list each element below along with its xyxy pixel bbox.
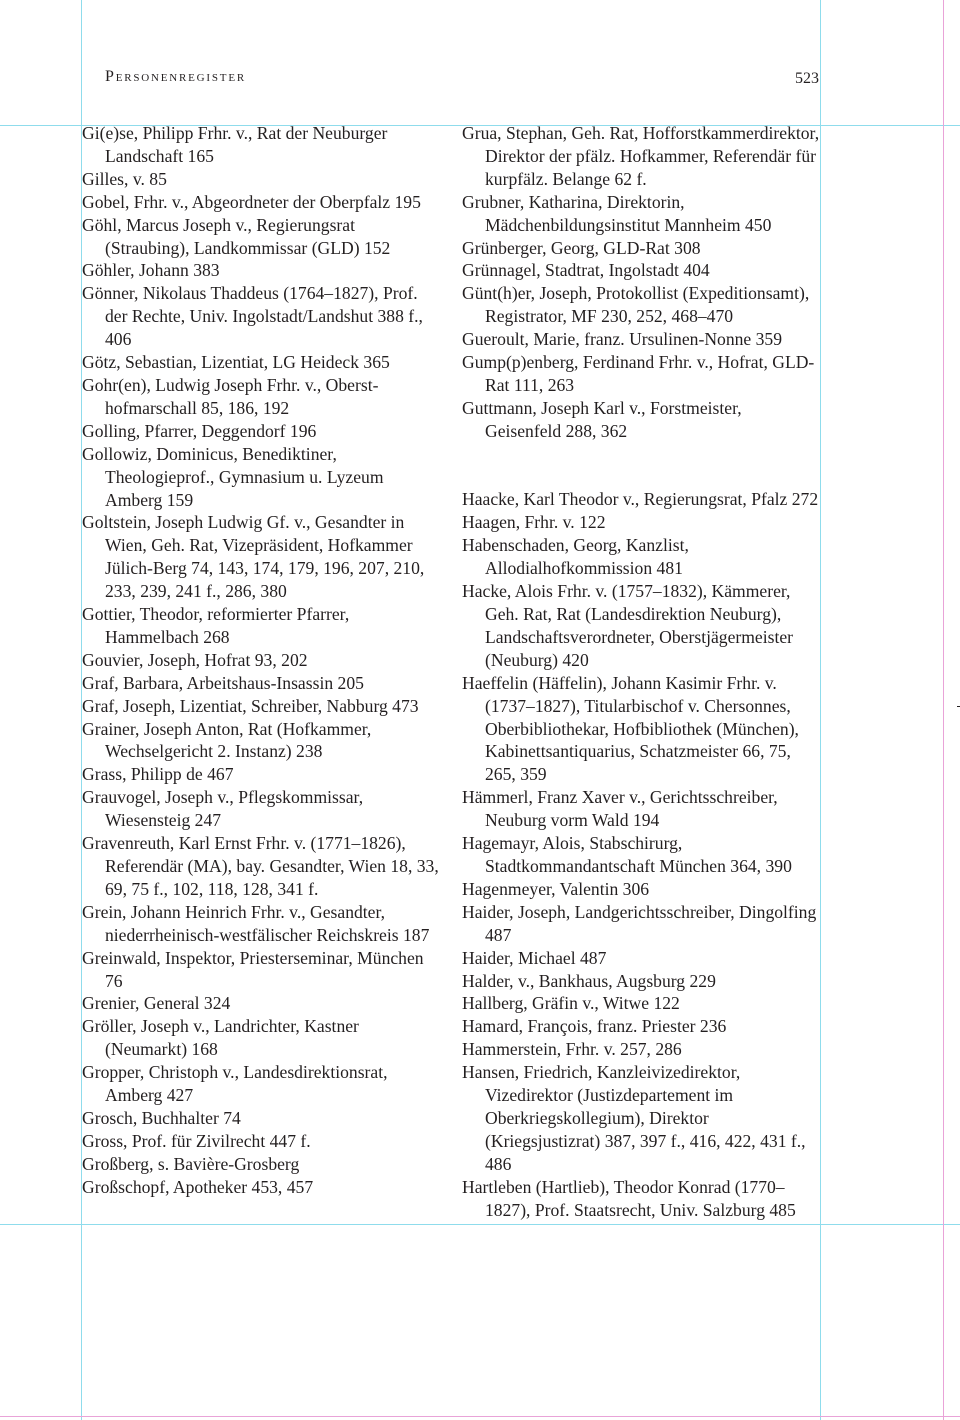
index-entry: Göhler, Johann 383 xyxy=(82,260,220,281)
index-column-right xyxy=(462,122,820,1221)
index-entry: Greinwald, Inspektor, Priesterseminar, München 76 xyxy=(82,947,424,991)
index-entry: Gollowiz, Dominicus, Benediktiner, Theologieprof., Gymnasium u. Lyzeum Amberg 159 xyxy=(82,443,384,510)
guide-line-bottom-margin xyxy=(0,1224,960,1225)
index-entry: Gross, Prof. für Zivilrecht 447 f. xyxy=(82,1130,311,1151)
index-entry: Göhl, Marcus Joseph v., Regierungsrat (Straubing), Landkommissar (GLD) 152 xyxy=(82,214,391,258)
trim-line-right xyxy=(943,0,944,1420)
index-entry: Gönner, Nikolaus Thaddeus (1764–1827), Prof. der Rechte, Univ. Ingolstadt/Landshut 388 f., 406 xyxy=(82,283,423,350)
index-entry: Großberg, s. Bavière-Grosberg xyxy=(82,1153,300,1174)
index-entry: Gröller, Joseph v., Landrichter, Kastner (Neumarkt) 168 xyxy=(82,1016,359,1060)
index-entry: Grubner, Katharina, Direktorin, Mädchenbildungsinstitut Mannheim 450 xyxy=(462,191,772,235)
index-entry: Hartleben (Hartlieb), Theodor Konrad (1770–1827), Prof. Staatsrecht, Univ. Salzburg 485 xyxy=(462,1176,796,1220)
index-entry: Haagen, Frhr. v. 122 xyxy=(462,512,606,533)
index-entry: Günt(h)er, Joseph, Protokollist (Expeditionsamt), Registrator, MF 230, 252, 468–470 xyxy=(462,283,810,327)
index-entry: Grosch, Buchhalter 74 xyxy=(82,1107,241,1128)
index-entry: Gobel, Frhr. v., Abgeordneter der Oberpfalz 195 xyxy=(82,191,421,212)
index-entry: Grua, Stephan, Geh. Rat, Hofforstkammerdirektor, Direktor der pfälz. Hofkammer, Referendär für kurpfälz. Belange 62 f. xyxy=(462,123,820,189)
index-entry: Gi(e)se, Philipp Frhr. v., Rat der Neuburger Landschaft 165 xyxy=(82,123,388,166)
index-entry: Grein, Johann Heinrich Frhr. v., Gesandter, niederrheinisch-westfälischer Reichskreis 187 xyxy=(82,901,430,945)
group-spacer xyxy=(462,443,820,466)
index-entry: Gohr(en), Ludwig Joseph Frhr. v., Obersthofmarschall 85, 186, 192 xyxy=(82,374,379,418)
index-entry: Haider, Michael 487 xyxy=(462,947,607,968)
index-column-left xyxy=(82,122,442,1199)
index-entry: Halder, v., Bankhaus, Augsburg 229 xyxy=(462,970,716,991)
group-spacer xyxy=(462,466,820,489)
guide-line-right-margin xyxy=(820,0,821,1420)
index-entry: Guttmann, Joseph Karl v., Forstmeister, Geisenfeld 288, 362 xyxy=(462,397,742,441)
index-entry: Haider, Joseph, Landgerichtsschreiber, Dingolfing 487 xyxy=(462,901,817,945)
index-entry: Hammerstein, Frhr. v. 257, 286 xyxy=(462,1039,682,1060)
index-entry: Hamard, François, franz. Priester 236 xyxy=(462,1016,727,1037)
index-entry: Grünberger, Georg, GLD-Rat 308 xyxy=(462,237,701,258)
index-entry: Gilles, v. 85 xyxy=(82,168,167,189)
index-entry: Habenschaden, Georg, Kanzlist, Allodialhofkommission 481 xyxy=(462,535,689,579)
index-entry: Gueroult, Marie, franz. Ursulinen-Nonne 359 xyxy=(462,329,783,350)
index-entry: Goltstein, Joseph Ludwig Gf. v., Gesandter in Wien, Geh. Rat, Vizepräsident, Hofkammer Jülich-Berg 74, 143, 174, 179, 196, 207, 210, 233, 239, 241 f., 286, 380 xyxy=(82,512,425,602)
index-group-g xyxy=(462,122,820,443)
index-entry: Hallberg, Gräfin v., Witwe 122 xyxy=(462,993,680,1014)
index-entry: Haacke, Karl Theodor v., Regierungsrat, Pfalz 272 xyxy=(462,489,819,510)
index-entry: Gouvier, Joseph, Hofrat 93, 202 xyxy=(82,649,308,670)
index-entry: Götz, Sebastian, Lizentiat, LG Heideck 365 xyxy=(82,352,390,373)
page-number: 523 xyxy=(795,70,819,87)
index-entry: Hansen, Friedrich, Kanzleivizedirektor, Vizedirektor (Justizdepartement im Oberkriegskollegium), Direktor (Kriegsjustizrat) 387, 397 f., 416, 422, 431 f., 486 xyxy=(462,1062,806,1174)
index-entry: Golling, Pfarrer, Deggendorf 196 xyxy=(82,420,317,441)
index-entry: Gottier, Theodor, reformierter Pfarrer, Hammelbach 268 xyxy=(82,604,350,647)
index-entry: Graf, Joseph, Lizentiat, Schreiber, Nabburg 473 xyxy=(82,695,419,716)
index-entry: Gravenreuth, Karl Ernst Frhr. v. (1771–1826), Referendär (MA), bay. Gesandter, Wien 18, 33, 69, 75 f., 102, 118, 128, 341 f. xyxy=(82,833,439,899)
index-entry: Grauvogel, Joseph v., Pflegskommissar, Wiesensteig 247 xyxy=(82,787,364,831)
index-entry: Gump(p)enberg, Ferdinand Frhr. v., Hofrat, GLD-Rat 111, 263 xyxy=(462,352,815,395)
index-group-h xyxy=(462,488,820,1221)
index-entry: Graf, Barbara, Arbeitshaus-Insassin 205 xyxy=(82,672,364,693)
index-entry: Hämmerl, Franz Xaver v., Gerichtsschreiber, Neuburg vorm Wald 194 xyxy=(462,787,778,831)
index-entry: Grenier, General 324 xyxy=(82,993,231,1014)
index-entry: Grass, Philipp de 467 xyxy=(82,764,234,785)
index-entry: Großschopf, Apotheker 453, 457 xyxy=(82,1176,314,1197)
running-head: Personenregister xyxy=(105,68,246,85)
index-entry: Hagemayr, Alois, Stabschirurg, Stadtkommandantschaft München 364, 390 xyxy=(462,833,792,876)
trim-line-bottom xyxy=(0,1416,960,1417)
index-entry: Hagenmeyer, Valentin 306 xyxy=(462,878,650,899)
index-entry: Grünnagel, Stadtrat, Ingolstadt 404 xyxy=(462,260,710,281)
index-entry: Hacke, Alois Frhr. v. (1757–1832), Kämmerer, Geh. Rat, Rat (Landesdirektion Neuburg), Landschaftsverordneter, Oberstjägermeister (Neuburg) 420 xyxy=(462,581,794,670)
index-entry: Gropper, Christoph v., Landesdirektionsrat, Amberg 427 xyxy=(82,1062,388,1106)
index-entry: Grainer, Joseph Anton, Rat (Hofkammer, Wechselgericht 2. Instanz) 238 xyxy=(82,718,372,762)
index-entry: Haeffelin (Häffelin), Johann Kasimir Frhr. v. (1737–1827), Titularbischof v. Chersonnes, Oberbibliothekar, Hofbibliothek (München), Kabinettsantiquarius, Schatzmeister 66, 75, 265, 359 xyxy=(462,672,799,785)
